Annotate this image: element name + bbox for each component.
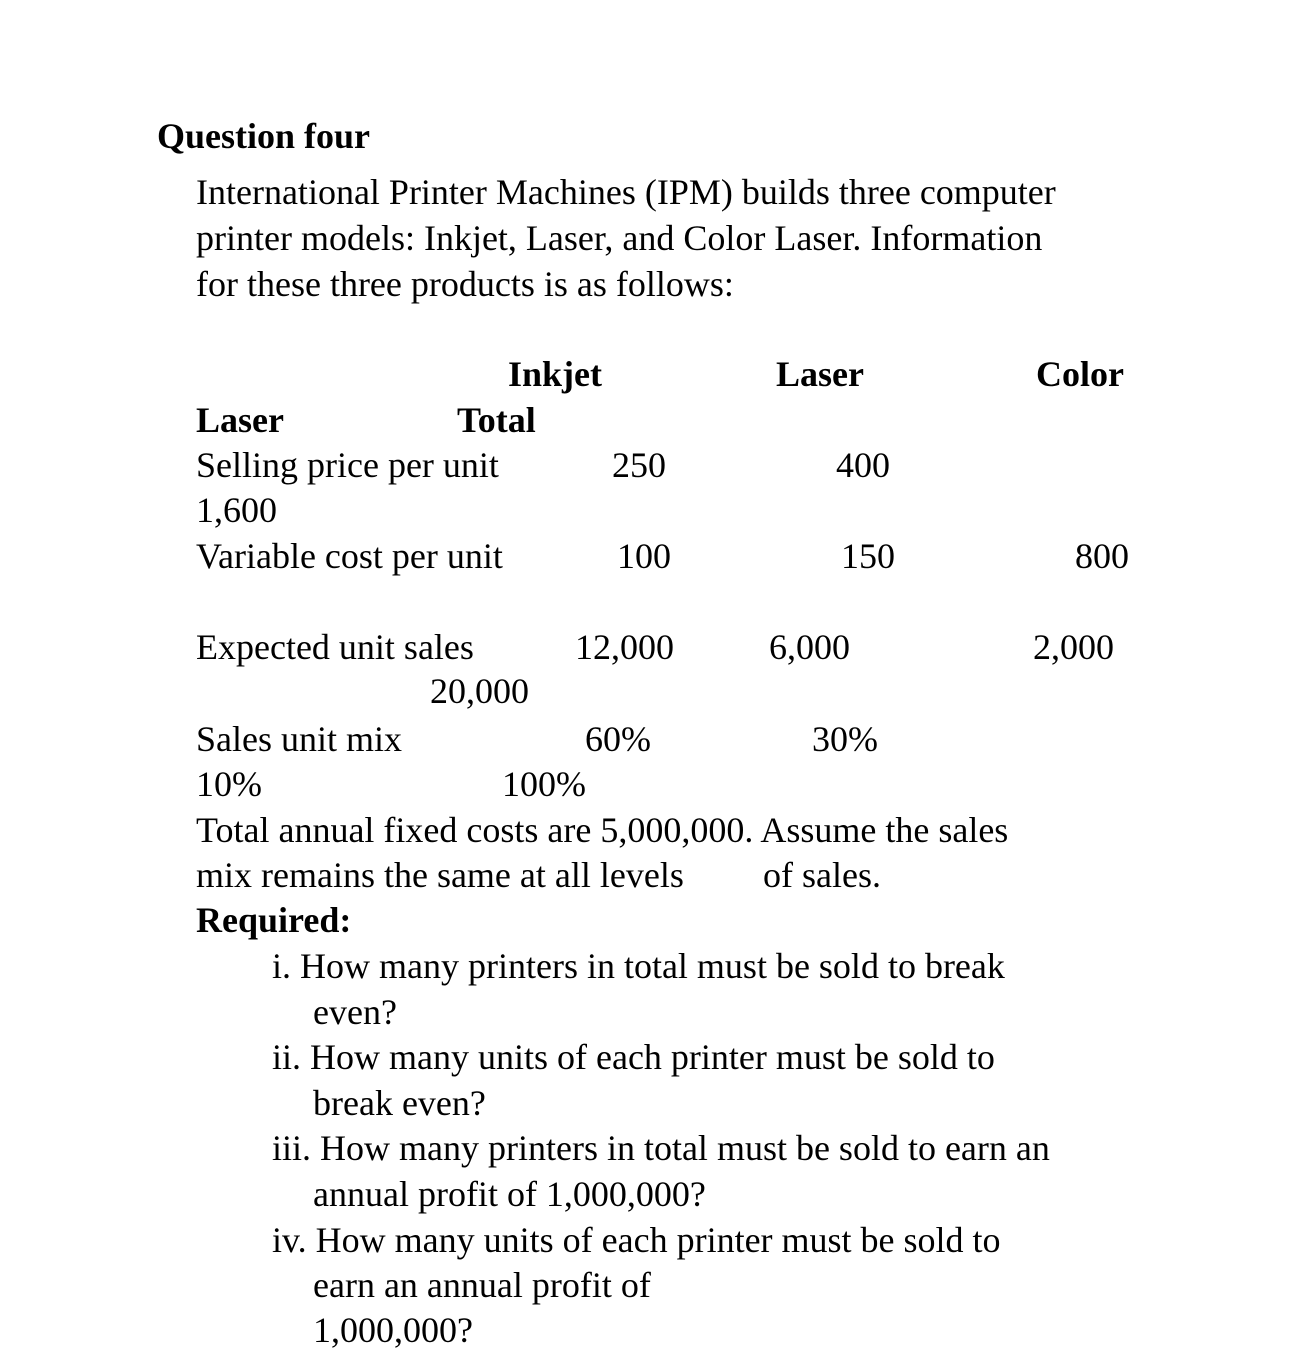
required-label: Required: bbox=[196, 900, 352, 940]
sales-mix-laser: 30% bbox=[812, 719, 878, 759]
fixed-costs-line: Total annual fixed costs are 5,000,000. Assume the sales bbox=[196, 810, 1009, 850]
expected-sales-color: 2,000 bbox=[1033, 627, 1114, 667]
intro-line: International Printer Machines (IPM) builds three computer bbox=[196, 172, 1056, 212]
variable-cost-inkjet: 100 bbox=[617, 536, 671, 576]
sales-mix-label: Sales unit mix bbox=[196, 719, 402, 759]
header-inkjet: Inkjet bbox=[508, 354, 603, 394]
question-line: iii. How many printers in total must be sold to earn an bbox=[272, 1128, 1050, 1168]
variable-cost-label: Variable cost per unit bbox=[196, 536, 503, 576]
question-line: annual profit of 1,000,000? bbox=[313, 1174, 706, 1214]
question-heading: Question four bbox=[157, 116, 371, 156]
header-total: Total bbox=[457, 400, 536, 440]
expected-sales-inkjet: 12,000 bbox=[575, 627, 674, 667]
header-color-cont: Laser bbox=[196, 400, 284, 440]
question-line: iv. How many units of each printer must be sold to bbox=[272, 1220, 1001, 1260]
intro-line: printer models: Inkjet, Laser, and Color Laser. Information bbox=[196, 218, 1043, 258]
selling-price-laser: 400 bbox=[836, 445, 890, 485]
expected-sales-label: Expected unit sales bbox=[196, 627, 474, 667]
header-laser: Laser bbox=[776, 354, 864, 394]
selling-price-label: Selling price per unit bbox=[196, 445, 499, 485]
question-line: ii. How many units of each printer must be sold to bbox=[272, 1037, 995, 1077]
fixed-costs-line: mix remains the same at all levels bbox=[196, 855, 684, 895]
question-line: even? bbox=[313, 992, 397, 1032]
question-line: earn an annual profit of bbox=[313, 1265, 651, 1305]
question-line: i. How many printers in total must be sold to break bbox=[272, 946, 1005, 986]
expected-sales-laser: 6,000 bbox=[769, 627, 850, 667]
variable-cost-color: 800 bbox=[1075, 536, 1129, 576]
variable-cost-laser: 150 bbox=[841, 536, 895, 576]
expected-sales-total: 20,000 bbox=[430, 671, 529, 711]
sales-mix-total: 100% bbox=[502, 764, 586, 804]
selling-price-inkjet: 250 bbox=[612, 445, 666, 485]
question-line: 1,000,000? bbox=[313, 1310, 473, 1350]
question-line: break even? bbox=[313, 1083, 486, 1123]
sales-mix-inkjet: 60% bbox=[585, 719, 651, 759]
header-color: Color bbox=[1036, 354, 1124, 394]
sales-mix-color: 10% bbox=[196, 764, 262, 804]
selling-price-color: 1,600 bbox=[196, 490, 277, 530]
intro-line: for these three products is as follows: bbox=[196, 264, 734, 304]
fixed-costs-line: of sales. bbox=[763, 855, 881, 895]
